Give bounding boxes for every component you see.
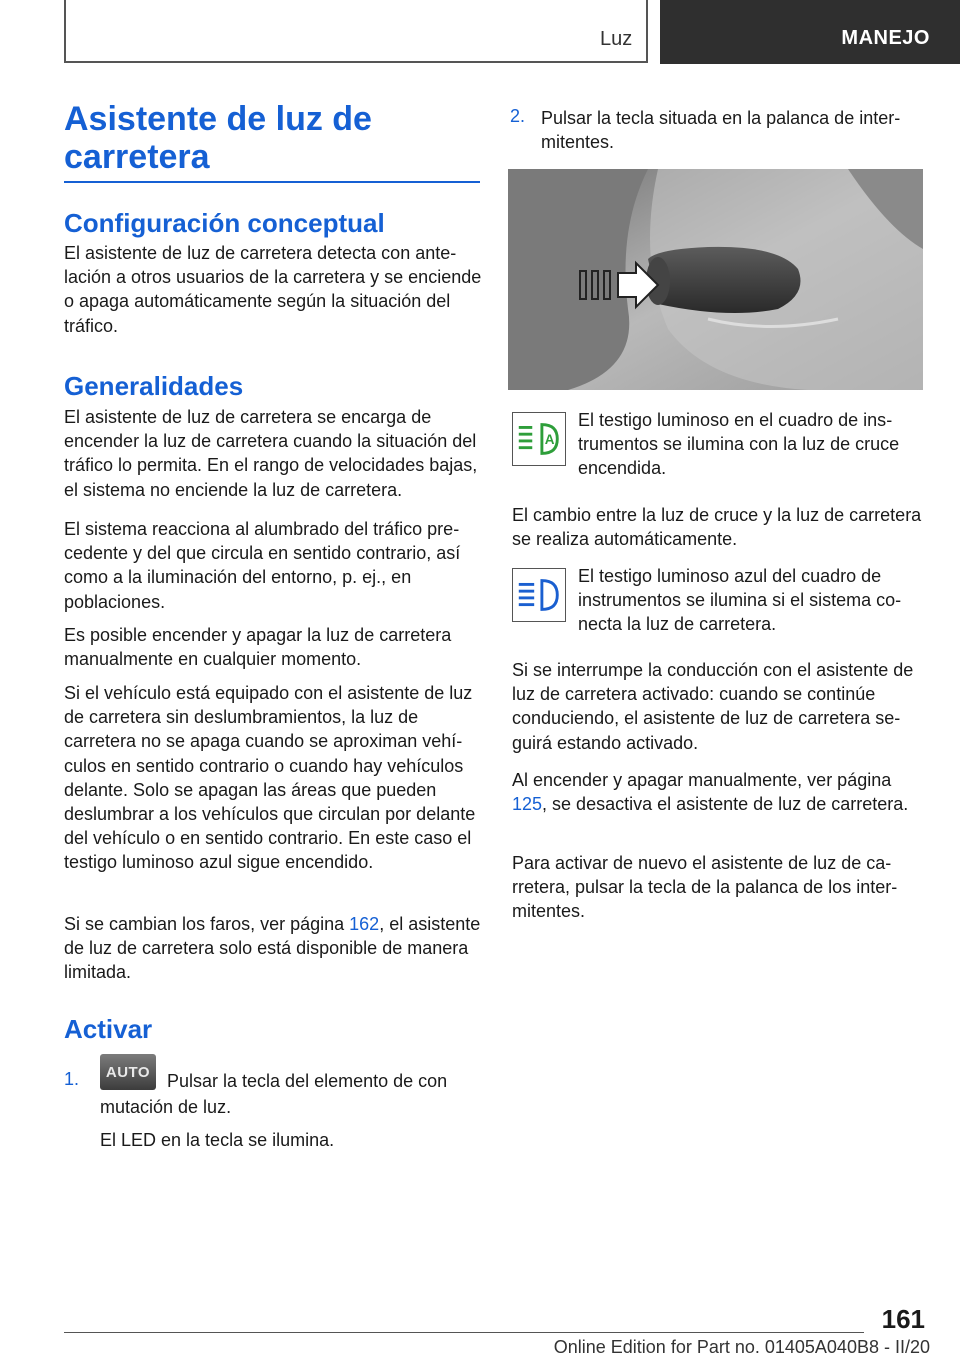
page-title: Asistente de luz de carretera	[64, 100, 372, 176]
svg-text:A: A	[544, 431, 555, 447]
paragraph-text: , se desactiva el asistente de luz de carretera.	[542, 794, 909, 815]
paragraph-text: Al encender y apagar manualmente, ver página	[512, 770, 892, 790]
step-2-text: Pulsar la tecla situada en la palanca de intermitentes.	[541, 108, 901, 153]
header-chapter-label: MANEJO	[841, 27, 930, 49]
paragraph-manual	[512, 768, 926, 816]
paragraph-generalidades-1: El asistente de luz de carretera se encarga de encender la luz de carretera cuando la situación del tráfico lo permita. En el rango de velocidades bajas, el sistema no enciende la luz de carretera.	[64, 407, 478, 500]
header-section-label: Luz	[600, 28, 633, 50]
step-number-2: 2.	[510, 106, 526, 126]
paragraph-generalidades-3: Es posible encender y apagar la luz de carretera manualmente en cualquier momento.	[64, 625, 452, 670]
high-beam-indicator-icon	[512, 568, 566, 622]
paragraph-generalidades-2: El sistema reacciona al alumbrado del tráfico precedente y del que circula en sentido contrario, así como a la iluminación del entorno, p. ej., en poblaciones.	[64, 519, 461, 612]
page-number: 161	[881, 1304, 925, 1334]
turn-signal-lever-photo	[508, 169, 923, 390]
paragraph-switch-auto: El cambio entre la luz de cruce y la luz de carretera se realiza automáticamente.	[512, 505, 922, 550]
indicator-low-beam-text: El testigo luminoso en el cuadro de instrumentos se ilumina con la luz de cruce encendida.	[578, 410, 900, 479]
heading-activar: Activar	[64, 1014, 153, 1044]
step-1-text: Pulsar la tecla del elemento de con	[167, 1071, 448, 1091]
paragraph-generalidades-5	[64, 912, 482, 985]
low-beam-auto-indicator-icon	[512, 412, 566, 466]
paragraph-interrupt: Si se interrumpe la conducción con el asistente de luz de carretera activado: cuando se continúe conduciendo, el asistente de luz de carretera seguirá estando activado.	[512, 660, 914, 753]
heading-generalidades: Generalidades	[64, 371, 244, 401]
paragraph-generalidades-4: Si el vehículo está equipado con el asistente de luz de carretera sin deslumbramientos, la luz de carretera no se apaga cuando se aproximan vehículos en sentido contrario o cuando hay vehículos delante. Solo se apagan las áreas que pueden deslumbrar a los vehículos que circulan por delante del vehículo o en sentido contrario. En este caso el testigo luminoso azul sigue encendido.	[64, 683, 476, 873]
footer-edition: Online Edition for Part no. 01405A040B8 - II/20	[553, 1337, 930, 1357]
paragraph-text: , el asistente de luz de carretera solo está disponible de manera limitada.	[64, 914, 481, 983]
page-link-125[interactable]: 125	[512, 794, 543, 815]
step-1-text-continued: mutación de luz.	[100, 1097, 232, 1117]
footer-divider	[64, 1332, 864, 1333]
paragraph-conceptual: El asistente de luz de carretera detecta con antelación a otros usuarios de la carretera y se enciende o apaga automáticamente según la situación del tráfico.	[64, 243, 482, 336]
paragraph-reactivate: Para activar de nuevo el asistente de luz de carretera, pulsar la tecla de la palanca de los intermitentes.	[512, 853, 898, 922]
step-number-1: 1.	[64, 1069, 80, 1089]
page-link-162[interactable]: 162	[349, 914, 380, 934]
header-frame	[64, 0, 648, 63]
heading-conceptual: Configuración conceptual	[64, 208, 385, 238]
auto-button-icon: AUTO	[100, 1054, 156, 1090]
title-divider	[64, 181, 480, 183]
step-1-result: El LED en la tecla se ilumina.	[100, 1130, 335, 1150]
indicator-high-beam-text: El testigo luminoso azul del cuadro de instrumentos se ilumina si el sistema conecta la luz de carretera.	[578, 566, 902, 635]
paragraph-text: Si se cambian los faros, ver página	[64, 914, 350, 934]
